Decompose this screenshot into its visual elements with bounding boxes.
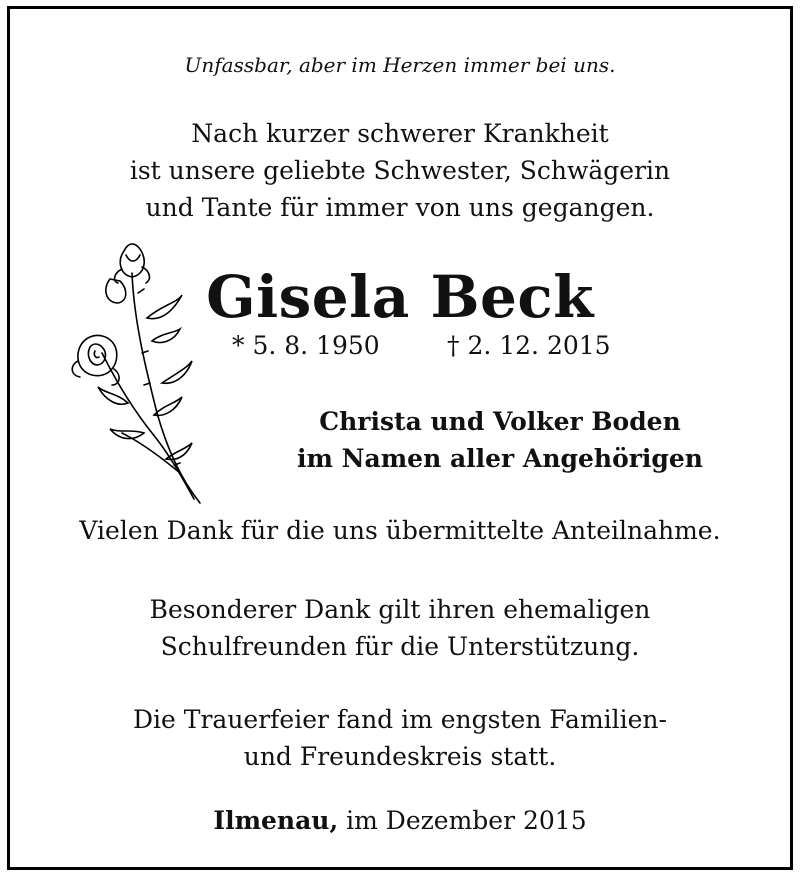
special-thanks-line: Schulfreunden für die Unterstützung. [160, 632, 640, 661]
special-thanks [10, 591, 790, 665]
death-date: † 2. 12. 2015 [447, 331, 611, 360]
birth-date: * 5. 8. 1950 [232, 331, 380, 360]
intro-line: ist unsere geliebte Schwester, Schwägerin [129, 156, 671, 185]
funeral-note [10, 701, 790, 775]
thanks-text: Vielen Dank für die uns übermittelte Anteilnahme. [79, 516, 721, 545]
signers [210, 403, 790, 477]
place-name: Ilmenau, [213, 806, 339, 835]
deceased-name: Gisela Beck [206, 263, 594, 331]
signer-line: Christa und Volker Boden [319, 407, 681, 436]
signer-line: im Namen aller Angehörigen [297, 444, 703, 473]
place-date: im Dezember 2015 [338, 806, 587, 835]
intro-line: Nach kurzer schwerer Krankheit [191, 119, 609, 148]
funeral-line: Die Trauerfeier fand im engsten Familien- [133, 705, 667, 734]
special-thanks-line: Besonderer Dank gilt ihren ehemaligen [149, 595, 651, 624]
motto: Unfassbar, aber im Herzen immer bei uns. [184, 53, 616, 77]
funeral-line: und Freundeskreis statt. [243, 742, 557, 771]
obituary-notice [7, 6, 793, 870]
intro-text [10, 115, 790, 226]
intro-line: und Tante für immer von uns gegangen. [145, 193, 655, 222]
place-and-date [10, 806, 790, 835]
